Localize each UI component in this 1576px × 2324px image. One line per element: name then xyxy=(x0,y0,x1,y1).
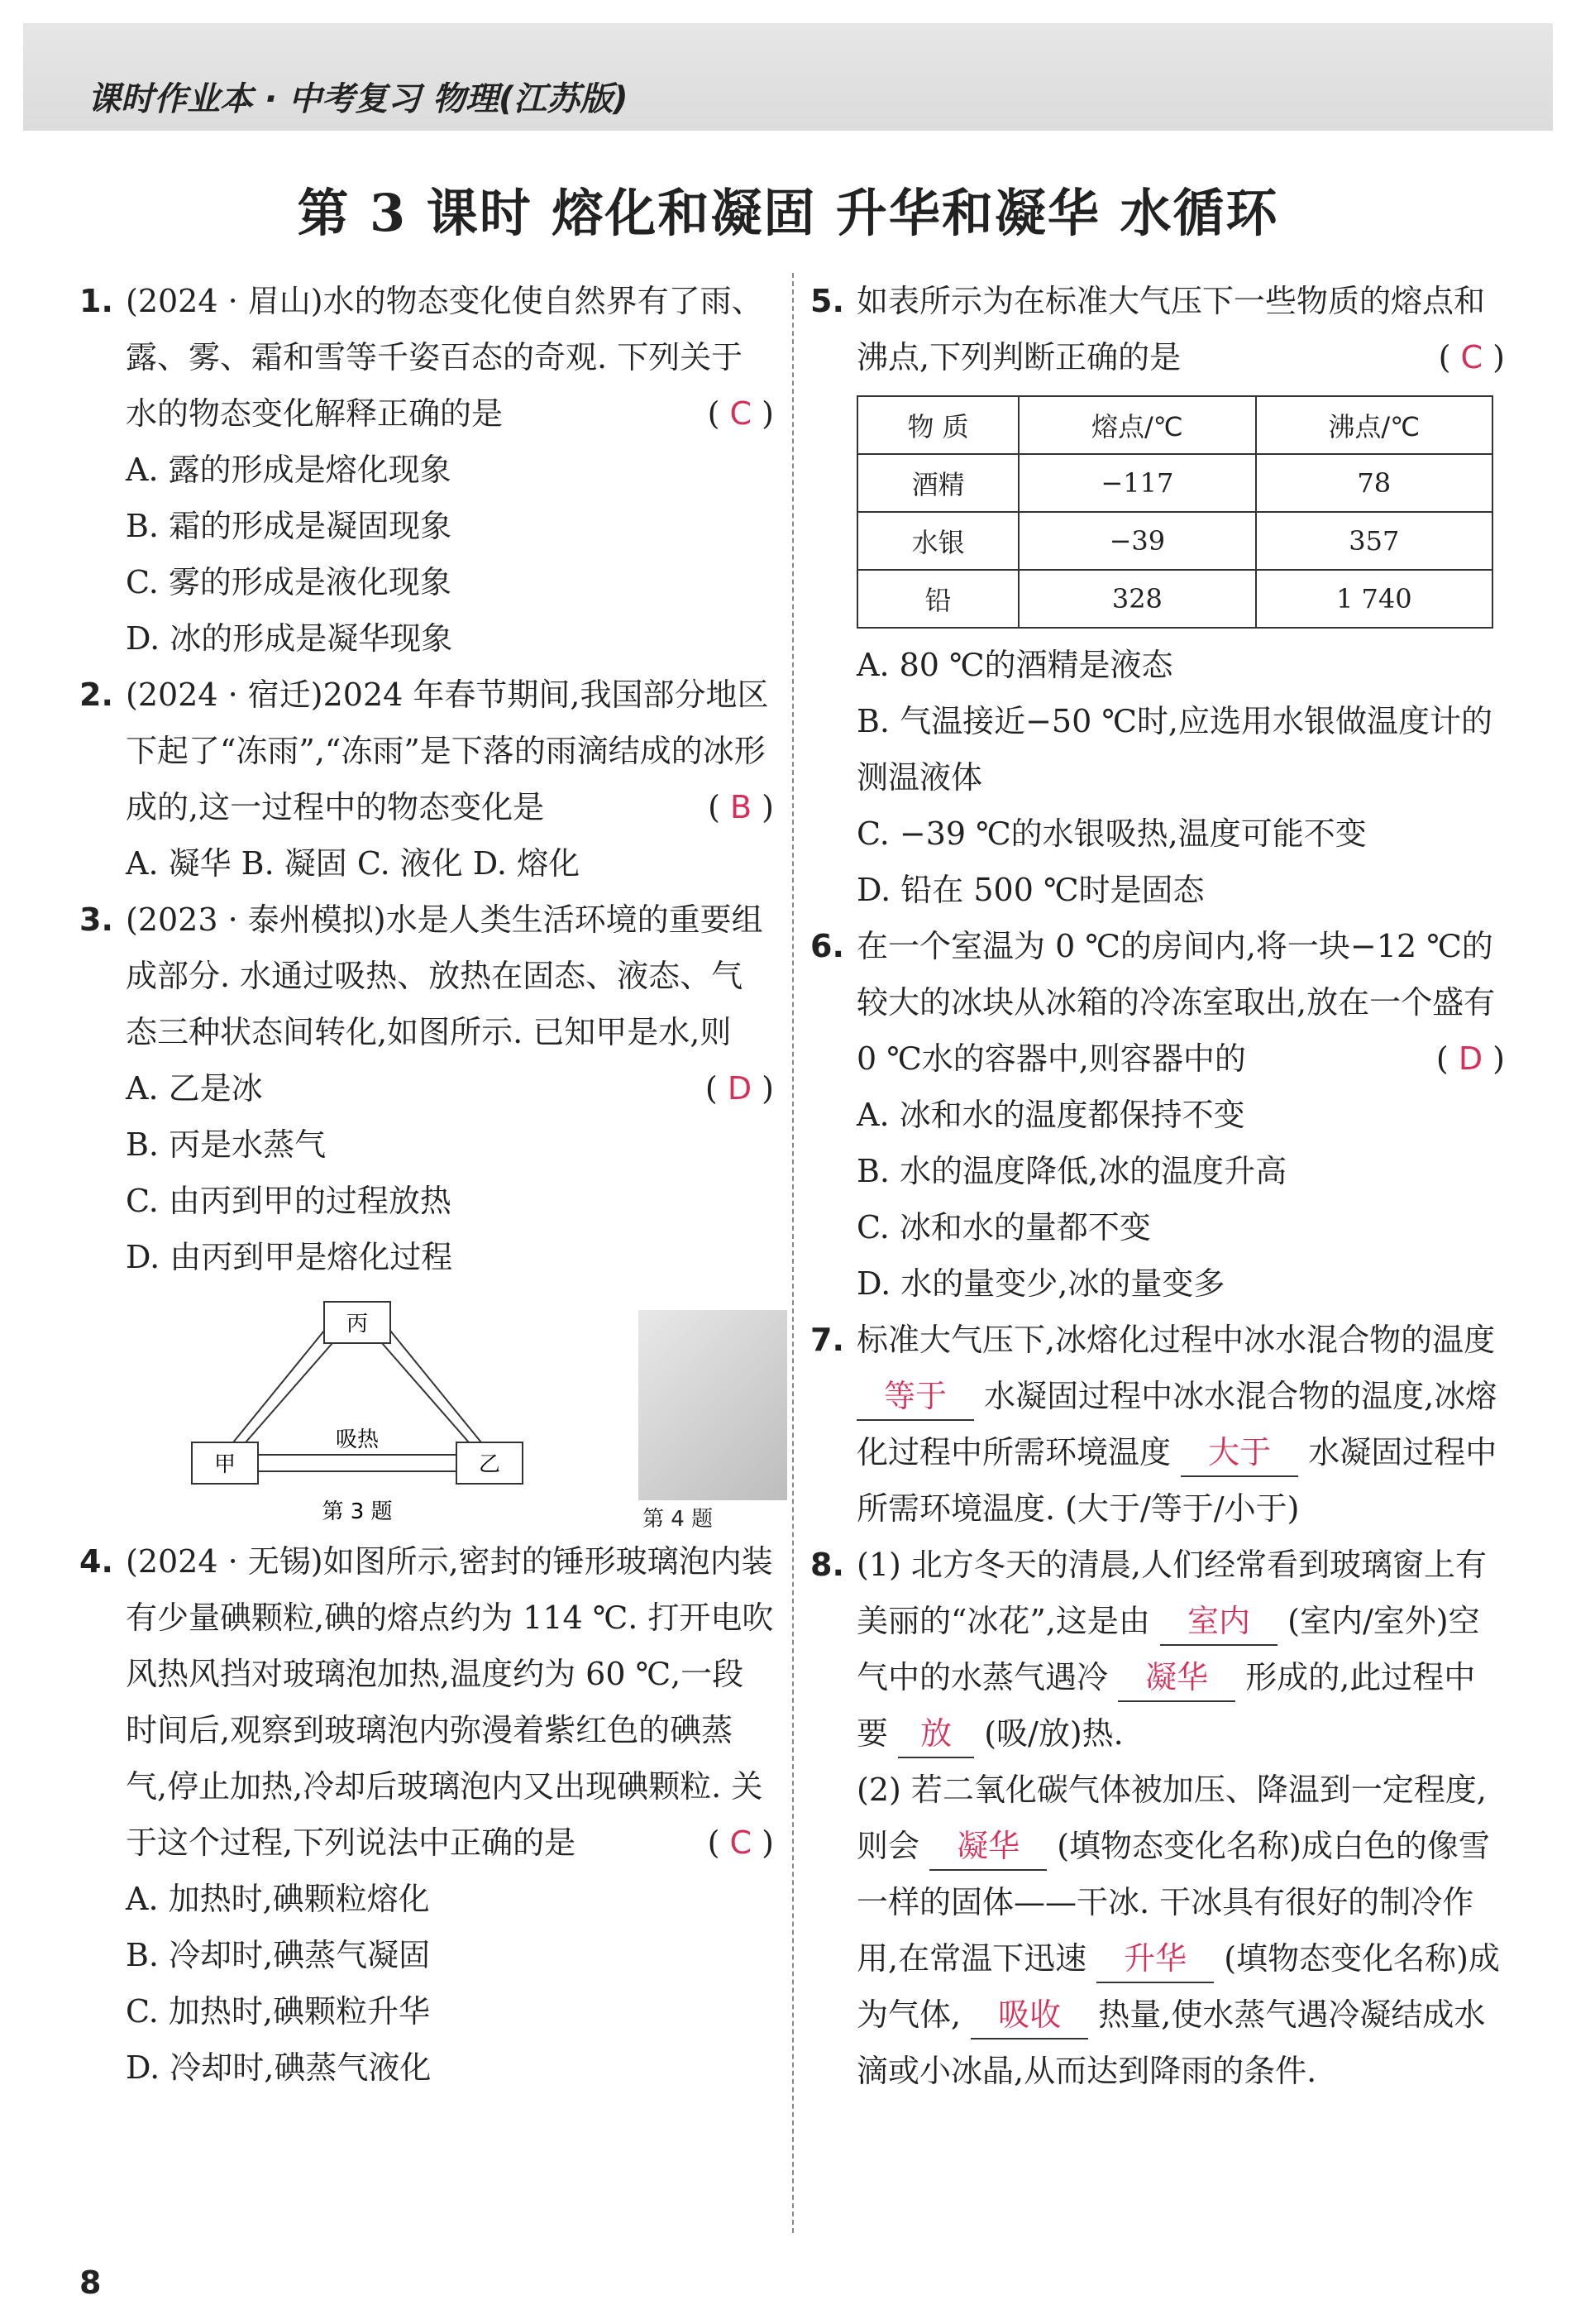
option: C. 由丙到甲的过程放热 xyxy=(126,1183,451,1219)
fill-blank: 凝华 xyxy=(1118,1654,1235,1702)
question-6 xyxy=(810,918,1505,1087)
answer-slot: ( B ) xyxy=(708,789,774,825)
fill-blank: 升华 xyxy=(1096,1935,1214,1983)
option: D. 冰的形成是凝华现象 xyxy=(126,620,453,657)
option: B. 气温接近−50 ℃时,应选用水银做温度计的测温液体 xyxy=(857,703,1492,796)
answer-slot: ( D ) xyxy=(704,1070,774,1107)
table-row xyxy=(857,570,1492,628)
answer-letter: D xyxy=(727,1070,752,1107)
question-2 xyxy=(79,667,774,835)
figure-caption: 第 3 题 xyxy=(322,1499,393,1524)
melting-point-table xyxy=(857,395,1493,629)
fill-blank: 凝华 xyxy=(929,1823,1047,1871)
question-text: 形成的,此过程中要 xyxy=(857,1659,1476,1752)
figure-caption: 第 4 题 xyxy=(642,1507,714,1532)
question-1 xyxy=(79,273,774,442)
table-cell: 铅 xyxy=(857,570,1019,628)
question-text: (2023 · 泰州模拟)水是人类生活环境的重要组成部分. 水通过吸热、放热在固态、液态、气态三种状态间转化,如图所示. 已知甲是水,则 xyxy=(126,901,763,1050)
question-text: (2024 · 无锡)如图所示,密封的锤形玻璃泡内装有少量碘颗粒,碘的熔点约为 114 ℃. 打开电吹风热风挡对玻璃泡加热,温度约为 60 ℃,一段时间后,观察到玻璃泡内弥漫着紫红色的碘蒸气,停止加热,冷却后玻璃泡内又出现碘颗粒. 关于这个过程,下列说法中正确的是 xyxy=(126,1543,774,1861)
node-label: 乙 xyxy=(478,1452,501,1477)
answer-letter: C xyxy=(729,1824,752,1861)
table-header-row xyxy=(857,396,1492,454)
question-text: (填物态变化名称)成为气体, xyxy=(857,1940,1500,2033)
question-5 xyxy=(810,273,1505,385)
question-text: 在一个室温为 0 ℃的房间内,将一块−12 ℃的较大的冰块从冰箱的冷冻室取出,放在一个盛有 0 ℃水的容器中,则容器中的 xyxy=(857,928,1496,1077)
option: A. 乙是冰 xyxy=(126,1070,263,1107)
option: D. 铅在 500 ℃时是固态 xyxy=(857,872,1205,908)
node-label: 丙 xyxy=(346,1312,369,1337)
arrow xyxy=(382,1343,469,1442)
answer-letter: C xyxy=(729,395,752,432)
node-label: 甲 xyxy=(213,1452,236,1477)
question-text: (2024 · 宿迁)2024 年春节期间,我国部分地区下起了“冻雨”,“冻雨”是下落的雨滴结成的冰形成的,这一过程中的物态变化是 xyxy=(126,677,769,825)
fill-blank: 大于 xyxy=(1181,1429,1298,1477)
question-text: (2) 若二氧化碳气体被加压、降温到一定程度,则会 xyxy=(857,1772,1487,1864)
column-header: 物 质 xyxy=(857,396,1019,454)
answer-slot: ( D ) xyxy=(1435,1040,1505,1077)
table-cell: 水银 xyxy=(857,512,1019,570)
question-number: 5. xyxy=(810,283,844,319)
question-4 xyxy=(79,1533,774,1871)
question-text: 水凝固过程中所需环境温度. (大于/等于/小于) xyxy=(857,1434,1497,1527)
lesson-title: 第 3 课时 熔化和凝固 升华和凝华 水循环 xyxy=(297,183,1279,243)
arrow xyxy=(233,1331,324,1442)
question-text: (室内/室外)空气中的水蒸气遇冷 xyxy=(857,1603,1480,1695)
option: B. 水的温度降低,冰的温度升高 xyxy=(857,1153,1287,1189)
question-text: 水凝固过程中冰水混合物的温度,冰熔化过程中所需环境温度 xyxy=(857,1378,1497,1470)
question-number: 4. xyxy=(79,1543,113,1580)
option: A. 加热时,碘颗粒熔化 xyxy=(126,1881,430,1917)
column-header: 熔点/℃ xyxy=(1019,396,1255,454)
question-7 xyxy=(810,1312,1505,1537)
question-8 xyxy=(810,1537,1505,2099)
option: C. 雾的形成是液化现象 xyxy=(126,564,451,600)
table-row xyxy=(857,454,1492,512)
table-cell: −39 xyxy=(1019,512,1255,570)
table-cell: 328 xyxy=(1019,570,1255,628)
fill-blank: 放 xyxy=(898,1710,974,1758)
option: D. 冷却时,碘蒸气液化 xyxy=(126,2049,432,2086)
fill-blank: 等于 xyxy=(857,1373,974,1421)
option: A. 80 ℃的酒精是液态 xyxy=(857,647,1173,683)
edge-label: 吸热 xyxy=(335,1427,380,1452)
answer-letter: B xyxy=(730,789,752,825)
table-cell: 357 xyxy=(1256,512,1492,570)
question-number: 2. xyxy=(79,677,113,713)
table-cell: 1 740 xyxy=(1256,570,1492,628)
question-number: 6. xyxy=(810,928,844,964)
answer-slot: ( C ) xyxy=(707,395,774,432)
answer-slot: ( C ) xyxy=(707,1824,774,1861)
page-number: 8 xyxy=(79,2264,102,2301)
option: A. 露的形成是熔化现象 xyxy=(126,452,451,488)
answer-letter: C xyxy=(1460,339,1483,375)
arrow xyxy=(246,1343,332,1442)
question-text: 如表所示为在标准大气压下一些物质的熔点和沸点,下列判断正确的是 xyxy=(857,283,1486,375)
option: A. 凝华 B. 凝固 C. 液化 D. 熔化 xyxy=(126,845,580,882)
arrow xyxy=(390,1331,481,1442)
question-text: (填物态变化名称)成白色的像雪一样的固体——干冰. 干冰具有很好的制冷作用,在常温下迅速 xyxy=(857,1828,1490,1977)
fill-blank: 室内 xyxy=(1160,1598,1278,1646)
option: C. 加热时,碘颗粒升华 xyxy=(126,1993,430,2030)
option: D. 由丙到甲是熔化过程 xyxy=(126,1239,453,1275)
question-number: 1. xyxy=(79,283,113,319)
option: B. 丙是水蒸气 xyxy=(126,1126,327,1163)
question-text: (吸/放)热. xyxy=(984,1715,1124,1752)
fill-blank: 吸收 xyxy=(971,1992,1088,2039)
table-cell: −117 xyxy=(1019,454,1255,512)
question-number: 7. xyxy=(810,1322,844,1358)
option: D. 水的量变少,冰的量变多 xyxy=(857,1265,1225,1302)
question-number: 8. xyxy=(810,1547,844,1583)
question-text: 标准大气压下,冰熔化过程中冰水混合物的温度 xyxy=(857,1322,1496,1358)
question-text: (1) 北方冬天的清晨,人们经常看到玻璃窗上有美丽的“冰花”,这是由 xyxy=(857,1547,1487,1639)
state-diagram xyxy=(175,1285,556,1525)
bulb-photo xyxy=(638,1310,787,1500)
option: C. −39 ℃的水银吸热,温度可能不变 xyxy=(857,815,1367,852)
option: B. 冷却时,碘蒸气凝固 xyxy=(126,1937,431,1973)
option: C. 冰和水的量都不变 xyxy=(857,1209,1151,1246)
figures xyxy=(126,1285,774,1533)
right-column xyxy=(810,273,1505,2099)
question-number: 3. xyxy=(79,901,113,938)
option: A. 冰和水的温度都保持不变 xyxy=(857,1097,1245,1133)
column-divider xyxy=(792,273,794,2233)
answer-slot: ( C ) xyxy=(1438,339,1505,375)
left-column xyxy=(79,273,774,2096)
running-header: 课时作业本 · 中考复习 物理(江苏版) xyxy=(88,80,628,118)
option: B. 霜的形成是凝固现象 xyxy=(126,508,452,544)
table-cell: 酒精 xyxy=(857,454,1019,512)
question-text: 热量,使水蒸气遇冷凝结成水滴或小冰晶,从而达到降雨的条件. xyxy=(857,1996,1486,2089)
question-text: (2024 · 眉山)水的物态变化使自然界有了雨、露、雾、霜和雪等千姿百态的奇观. 下列关于水的物态变化解释正确的是 xyxy=(126,283,763,432)
table-row xyxy=(857,512,1492,570)
answer-letter: D xyxy=(1458,1040,1483,1077)
table-cell: 78 xyxy=(1256,454,1492,512)
column-header: 沸点/℃ xyxy=(1256,396,1492,454)
